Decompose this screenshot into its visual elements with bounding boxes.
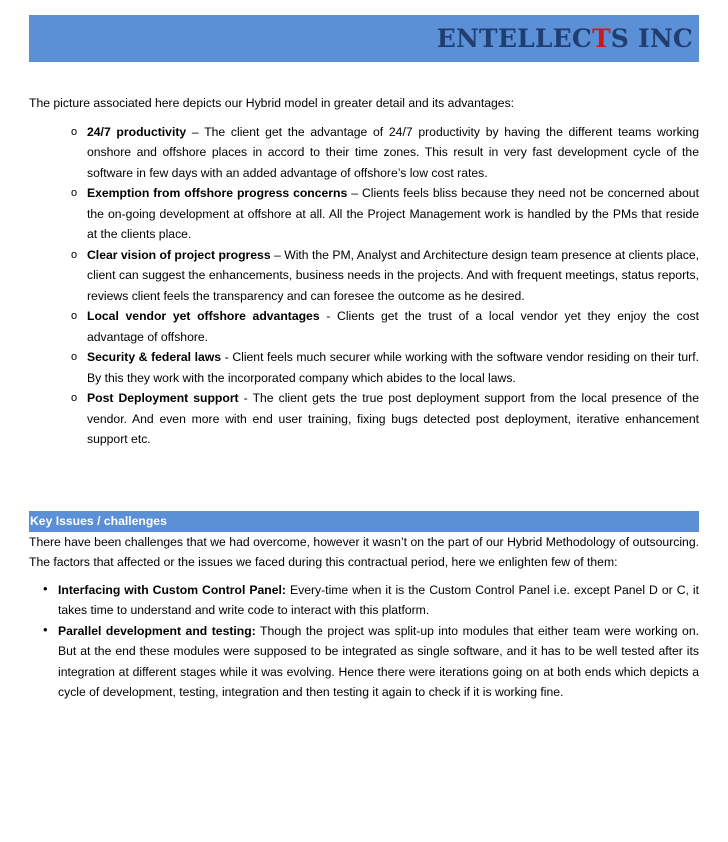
item-separator: -	[221, 350, 233, 364]
item-separator: –	[270, 247, 285, 262]
list-item	[71, 122, 699, 184]
item-title: Security & federal laws	[87, 350, 222, 364]
list-item	[71, 347, 699, 388]
circle-bullet-icon: o	[71, 392, 78, 404]
list-item	[71, 245, 699, 307]
item-text: The client get the advantage of 24/7 productivity by having the different teams working onshore and offshore places in accord to their time zones. This result in very fast development cycle of the software in few days with an added advantage of offshore’s low cost rates.	[87, 124, 699, 180]
company-name	[437, 24, 693, 53]
item-title: Local vendor yet offshore advantages	[87, 309, 320, 323]
section-heading: Key Issues / challenges	[29, 511, 699, 532]
item-title: 24/7 productivity	[87, 124, 187, 139]
item-text: With the PM, Analyst and Architecture design team presence at clients place, client can suggest the enhancements, business needs in the projects. And with frequent meetings, status reports, reviews client feels the transparency and can foresee the outcome as he desired.	[87, 247, 699, 303]
brand-part-2: S INC	[610, 24, 693, 53]
item-text: Clients feels bliss because they need not be concerned about the on-going development at offshore at all. All the Project Management work is handled by the PMs that reside at the clients place.	[87, 186, 699, 241]
intro-paragraph: The picture associated here depicts our Hybrid model in greater detail and its advantages:	[29, 96, 515, 110]
item-separator: -	[238, 391, 253, 405]
circle-bullet-icon: o	[71, 125, 78, 138]
header-bar	[29, 15, 699, 62]
item-text: Clients get the trust of a local vendor yet they enjoy the cost advantage of offshore.	[87, 309, 699, 344]
list-item	[71, 388, 699, 450]
item-text: The client gets the true post deployment support from the local presence of the vendor. And even more with end user training, fixing bugs detected post deployment, iterative enhancement support etc.	[87, 391, 699, 446]
list-item	[71, 306, 699, 347]
item-title: Parallel development and testing:	[58, 623, 256, 638]
item-separator: –	[186, 124, 205, 139]
item-text: Every-time when it is the Custom Control Panel i.e. except Panel D or C, it takes time to understand and write code to interact with this platform.	[58, 582, 699, 617]
item-separator: -	[319, 309, 338, 323]
circle-bullet-icon: o	[71, 187, 78, 199]
item-title: Clear vision of project progress	[87, 247, 271, 262]
circle-bullet-icon: o	[71, 351, 78, 363]
advantages-list	[29, 122, 699, 450]
issues-list	[29, 580, 699, 703]
list-item	[43, 580, 699, 621]
item-title: Exemption from offshore progress concerns	[87, 186, 348, 200]
brand-accent-letter: T	[591, 24, 611, 53]
list-item	[43, 621, 699, 703]
bullet-icon: •	[43, 621, 48, 637]
document-body	[29, 93, 699, 703]
circle-bullet-icon: o	[71, 248, 78, 261]
list-item	[71, 183, 699, 245]
bullet-icon: •	[43, 580, 48, 596]
item-text: Though the project was split-up into modules that either team were working on. But at the end these modules were supposed to be integrated as single software, and it has to be well tested after its integration at different stages while it was evolving. Hence there were iterations going on at both ends which depicts a cycle of development, testing, integration and then testing it again to check if it is working fine.	[58, 623, 699, 699]
item-title: Post Deployment support	[87, 391, 239, 405]
brand-part-1: ENTELLEC	[436, 24, 592, 53]
issues-intro-paragraph: There have been challenges that we had overcome, however it wasn’t on the part of our Hybrid Methodology of outsourcing. The factors that affected or the issues we faced during this contractual period, here we enlighten few of them:	[29, 534, 699, 569]
item-text: Client feels much securer while working with the software vendor residing on their turf. By this they work with the incorporated company which abides to the local laws.	[87, 350, 699, 385]
item-title: Interfacing with Custom Control Panel:	[58, 582, 286, 597]
item-separator: –	[347, 186, 362, 200]
circle-bullet-icon: o	[71, 310, 78, 322]
